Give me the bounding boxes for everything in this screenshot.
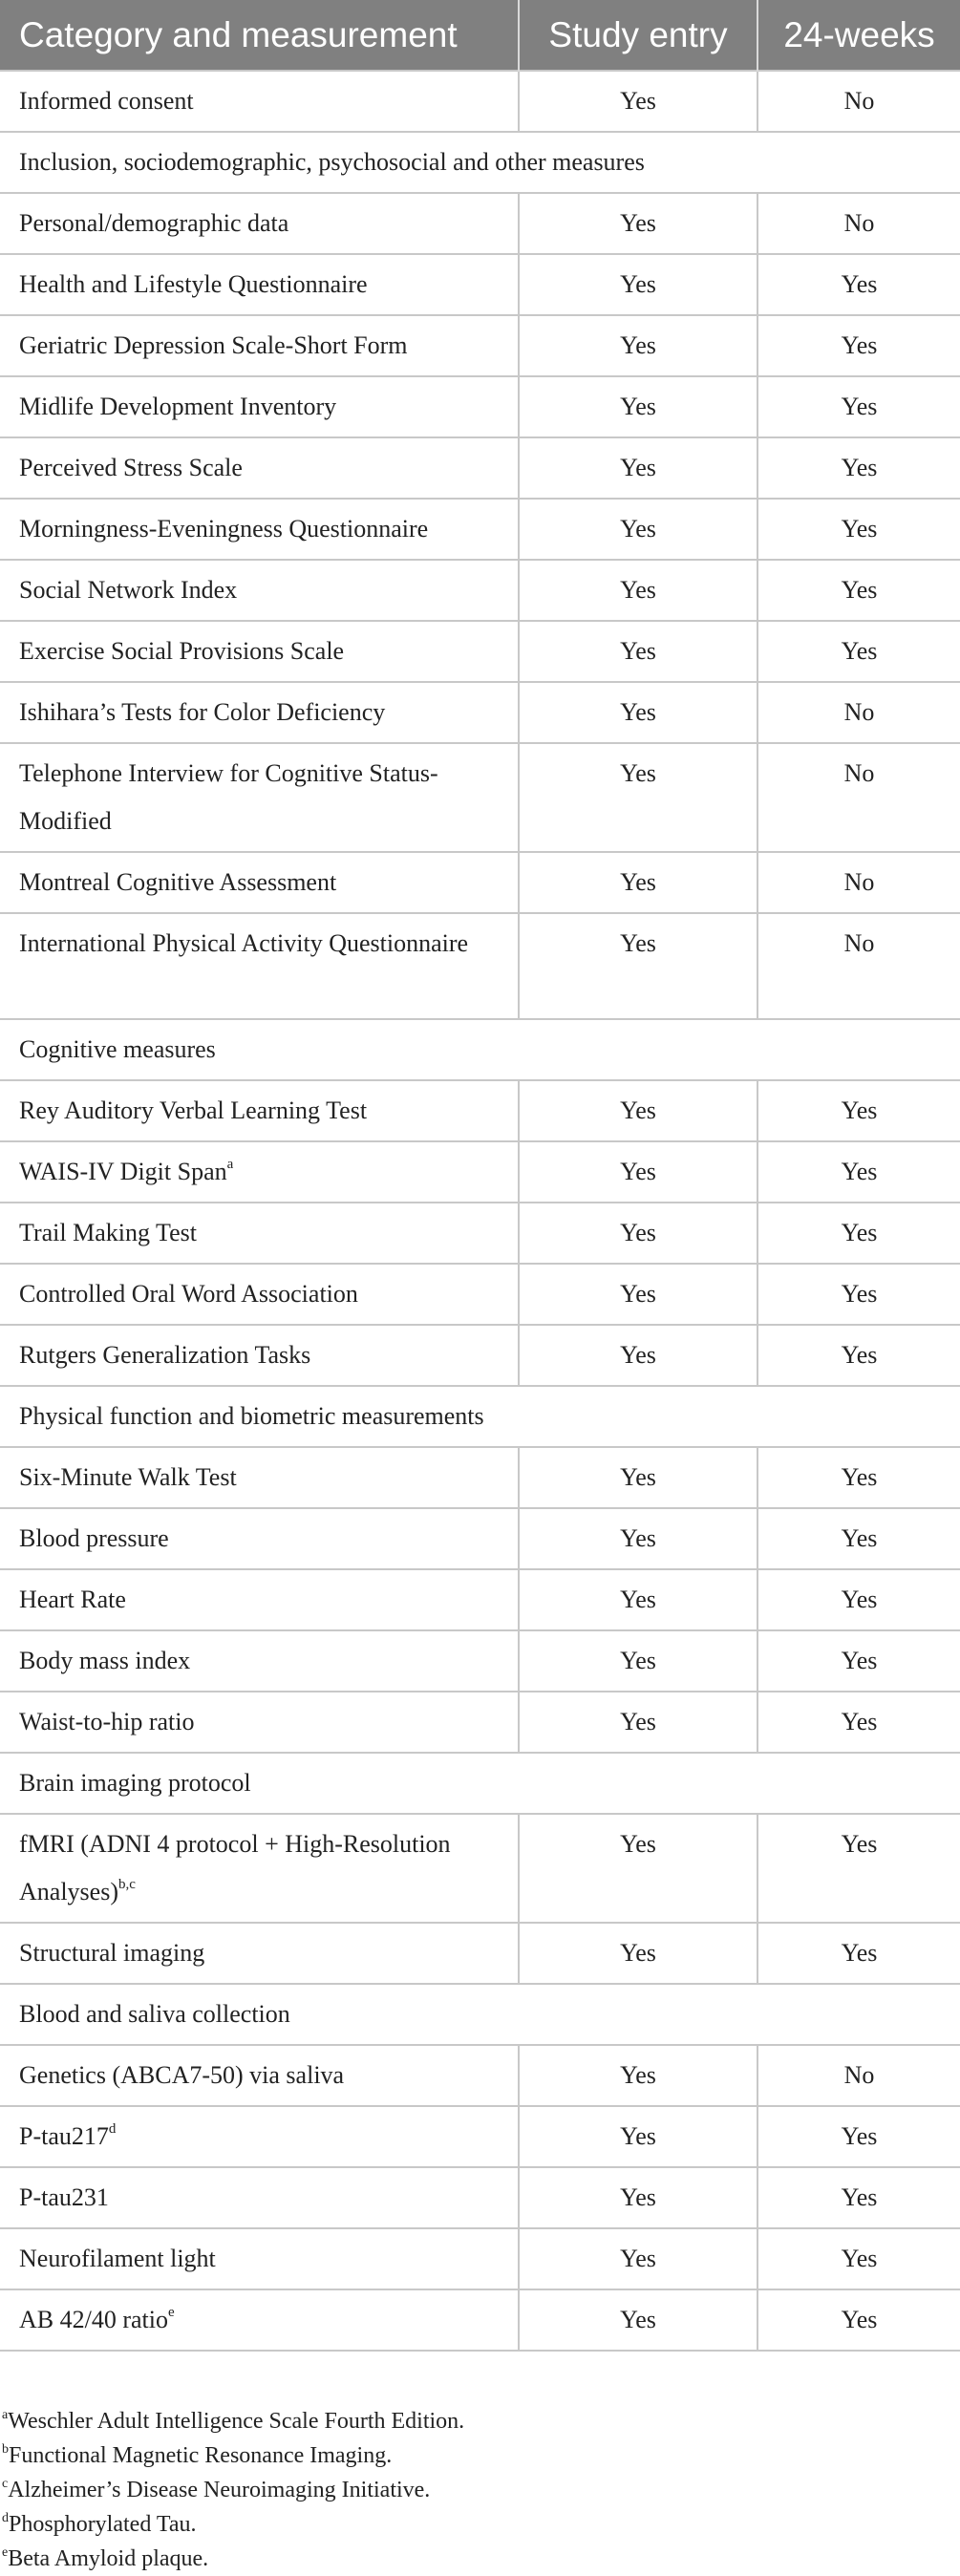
category-label: Cognitive measures — [0, 1019, 960, 1080]
measurement-label: International Physical Activity Questionnaire — [19, 929, 469, 957]
footnote-mark: a — [2, 2408, 9, 2422]
footnote-text: Phosphorylated Tau. — [9, 2512, 197, 2537]
measurement-label: Midlife Development Inventory — [19, 393, 337, 420]
measurement-label: Genetics (ABCA7-50) via saliva — [19, 2061, 345, 2089]
header-row — [0, 0, 960, 71]
study-entry-value: Yes — [519, 682, 757, 743]
measurement-cell — [0, 1141, 519, 1203]
table-row — [0, 621, 960, 682]
table-row — [0, 2228, 960, 2289]
study-entry-value: Yes — [519, 1141, 757, 1203]
table-row — [0, 315, 960, 376]
week24-value: Yes — [757, 1447, 960, 1508]
table-row — [0, 437, 960, 499]
table-row — [0, 913, 960, 1019]
table-row — [0, 1508, 960, 1569]
study-entry-value: Yes — [519, 2289, 757, 2351]
measurement-cell — [0, 254, 519, 315]
week24-value: Yes — [757, 254, 960, 315]
measurement-label: Neurofilament light — [19, 2245, 216, 2272]
week24-value: Yes — [757, 2228, 960, 2289]
footnote-mark: d — [2, 2511, 9, 2525]
week24-value: Yes — [757, 499, 960, 560]
table-row — [0, 1692, 960, 1753]
measurement-cell — [0, 1569, 519, 1630]
table-row — [0, 852, 960, 913]
study-entry-value: Yes — [519, 913, 757, 1019]
study-entry-value: Yes — [519, 2228, 757, 2289]
measurement-cell — [0, 499, 519, 560]
table-row — [0, 1630, 960, 1692]
table-row — [0, 560, 960, 621]
study-entry-value: Yes — [519, 621, 757, 682]
study-entry-value: Yes — [519, 1264, 757, 1325]
table-row — [0, 682, 960, 743]
measurement-label: WAIS-IV Digit Span — [19, 1158, 227, 1185]
study-entry-value: Yes — [519, 1447, 757, 1508]
footnote-mark: b — [2, 2442, 9, 2457]
week24-value: Yes — [757, 1923, 960, 1984]
measurement-label: fMRI (ADNI 4 protocol + High-Resolution Analyses) — [19, 1830, 451, 1905]
category-row — [0, 132, 960, 193]
footnote — [2, 2404, 960, 2438]
footnote — [2, 2542, 960, 2576]
week24-value: Yes — [757, 2106, 960, 2167]
measurement-cell — [0, 1692, 519, 1753]
study-entry-value: Yes — [519, 560, 757, 621]
footnote-text: Alzheimer’s Disease Neuroimaging Initiative. — [8, 2478, 431, 2502]
week24-value: Yes — [757, 1203, 960, 1264]
measurement-label: Structural imaging — [19, 1939, 205, 1967]
footnote-marker: a — [226, 1157, 234, 1172]
week24-value: Yes — [757, 1569, 960, 1630]
measurement-cell — [0, 1508, 519, 1569]
measurement-label: Exercise Social Provisions Scale — [19, 637, 345, 665]
table-row — [0, 2289, 960, 2351]
study-entry-value: Yes — [519, 71, 757, 132]
measurement-cell — [0, 71, 519, 132]
measurement-label: AB 42/40 ratio — [19, 2306, 168, 2333]
measurement-label: Geriatric Depression Scale-Short Form — [19, 331, 408, 359]
week24-value: No — [757, 913, 960, 1019]
week24-value: Yes — [757, 1080, 960, 1141]
table-row — [0, 743, 960, 852]
measurement-cell — [0, 315, 519, 376]
study-entry-value: Yes — [519, 1080, 757, 1141]
measurement-label: Six-Minute Walk Test — [19, 1463, 237, 1491]
measurement-cell — [0, 1264, 519, 1325]
week24-value: Yes — [757, 1692, 960, 1753]
measurement-label: Social Network Index — [19, 576, 238, 604]
study-entry-value: Yes — [519, 1569, 757, 1630]
measurement-label: Telephone Interview for Cognitive Status-Modified — [19, 759, 438, 835]
table-row — [0, 1569, 960, 1630]
measurement-cell — [0, 1923, 519, 1984]
measurement-cell — [0, 1447, 519, 1508]
measurement-cell — [0, 913, 519, 1019]
category-label: Physical function and biometric measurements — [0, 1386, 960, 1447]
week24-value: No — [757, 193, 960, 254]
footnote-marker: b,c — [117, 1877, 136, 1892]
category-row — [0, 1984, 960, 2045]
measurement-cell — [0, 2045, 519, 2106]
measurement-cell — [0, 437, 519, 499]
study-entry-value: Yes — [519, 193, 757, 254]
study-entry-value: Yes — [519, 2106, 757, 2167]
table-body — [0, 71, 960, 2351]
table-row — [0, 1814, 960, 1923]
measurement-cell — [0, 2106, 519, 2167]
measurement-cell — [0, 193, 519, 254]
study-entry-value: Yes — [519, 1814, 757, 1923]
study-entry-value: Yes — [519, 2045, 757, 2106]
measurement-label: Heart Rate — [19, 1586, 126, 1613]
study-entry-value: Yes — [519, 376, 757, 437]
measurement-label: Personal/demographic data — [19, 209, 289, 237]
table-row — [0, 2167, 960, 2228]
measurement-cell — [0, 852, 519, 913]
study-entry-value: Yes — [519, 743, 757, 852]
measurement-cell — [0, 376, 519, 437]
measurement-label: Informed consent — [19, 87, 194, 115]
table-row — [0, 1141, 960, 1203]
week24-value: No — [757, 2045, 960, 2106]
study-entry-value: Yes — [519, 1692, 757, 1753]
header-study-entry: Study entry — [519, 0, 757, 71]
measurement-label: Blood pressure — [19, 1524, 169, 1552]
study-entry-value: Yes — [519, 1508, 757, 1569]
table-row — [0, 193, 960, 254]
week24-value: Yes — [757, 1141, 960, 1203]
measurement-cell — [0, 621, 519, 682]
measurement-cell — [0, 2228, 519, 2289]
week24-value: Yes — [757, 2167, 960, 2228]
study-entry-value: Yes — [519, 315, 757, 376]
measurement-label: Controlled Oral Word Association — [19, 1280, 358, 1308]
table-row — [0, 2106, 960, 2167]
measurement-label: Ishihara’s Tests for Color Deficiency — [19, 698, 386, 726]
study-entry-value: Yes — [519, 1630, 757, 1692]
category-row — [0, 1753, 960, 1814]
week24-value: Yes — [757, 315, 960, 376]
table-row — [0, 376, 960, 437]
measurement-label: Health and Lifestyle Questionnaire — [19, 270, 368, 298]
measurement-label: Waist-to-hip ratio — [19, 1708, 195, 1735]
week24-value: No — [757, 71, 960, 132]
measurement-label: Rey Auditory Verbal Learning Test — [19, 1096, 368, 1124]
study-entry-value: Yes — [519, 254, 757, 315]
week24-value: Yes — [757, 1630, 960, 1692]
week24-value: Yes — [757, 1508, 960, 1569]
measurement-cell — [0, 2167, 519, 2228]
footnotes — [0, 2404, 960, 2576]
table-row — [0, 1447, 960, 1508]
study-entry-value: Yes — [519, 2167, 757, 2228]
week24-value: Yes — [757, 1264, 960, 1325]
footnote-marker: d — [108, 2121, 117, 2137]
category-row — [0, 1386, 960, 1447]
measurement-label: Body mass index — [19, 1647, 191, 1674]
measurement-label: Perceived Stress Scale — [19, 454, 243, 481]
study-entry-value: Yes — [519, 437, 757, 499]
header-24-weeks: 24-weeks — [757, 0, 960, 71]
week24-value: Yes — [757, 1814, 960, 1923]
table-row — [0, 1264, 960, 1325]
week24-value: Yes — [757, 376, 960, 437]
footnote — [2, 2438, 960, 2473]
measurement-cell — [0, 743, 519, 852]
measurement-label: Montreal Cognitive Assessment — [19, 868, 337, 896]
footnote-text: Beta Amyloid plaque. — [8, 2546, 209, 2571]
measurement-label: Morningness-Eveningness Questionnaire — [19, 515, 429, 543]
header-category: Category and measurement — [0, 0, 519, 71]
table-row — [0, 2045, 960, 2106]
footnote-text: Weschler Adult Intelligence Scale Fourth Edition. — [8, 2409, 465, 2434]
measurement-cell — [0, 1203, 519, 1264]
week24-value: Yes — [757, 560, 960, 621]
study-entry-value: Yes — [519, 852, 757, 913]
week24-value: No — [757, 682, 960, 743]
footnote — [2, 2507, 960, 2542]
measurement-label: Rutgers Generalization Tasks — [19, 1341, 311, 1369]
category-label: Brain imaging protocol — [0, 1753, 960, 1814]
measurement-cell — [0, 1080, 519, 1141]
category-label: Inclusion, sociodemographic, psychosocial and other measures — [0, 132, 960, 193]
footnote-text: Functional Magnetic Resonance Imaging. — [9, 2443, 393, 2468]
measurement-cell — [0, 1814, 519, 1923]
week24-value: Yes — [757, 1325, 960, 1386]
footnote-mark: c — [2, 2477, 9, 2491]
measurement-cell — [0, 560, 519, 621]
measurement-cell — [0, 1630, 519, 1692]
week24-value: Yes — [757, 437, 960, 499]
footnote — [2, 2473, 960, 2507]
table-row — [0, 1203, 960, 1264]
footnote-mark: e — [2, 2545, 9, 2560]
table-row — [0, 71, 960, 132]
footnote-marker: e — [168, 2305, 175, 2320]
category-label: Blood and saliva collection — [0, 1984, 960, 2045]
measurement-label: Trail Making Test — [19, 1219, 197, 1246]
measurement-label: P-tau217 — [19, 2122, 109, 2150]
measurement-cell — [0, 2289, 519, 2351]
study-entry-value: Yes — [519, 1325, 757, 1386]
measurement-cell — [0, 682, 519, 743]
table-row — [0, 1080, 960, 1141]
table-row — [0, 1325, 960, 1386]
week24-value: Yes — [757, 2289, 960, 2351]
table-row — [0, 499, 960, 560]
study-entry-value: Yes — [519, 1923, 757, 1984]
table-header — [0, 0, 960, 71]
study-entry-value: Yes — [519, 499, 757, 560]
study-entry-value: Yes — [519, 1203, 757, 1264]
measurement-label: P-tau231 — [19, 2183, 109, 2211]
week24-value: Yes — [757, 621, 960, 682]
week24-value: No — [757, 743, 960, 852]
table-row — [0, 254, 960, 315]
week24-value: No — [757, 852, 960, 913]
measurement-cell — [0, 1325, 519, 1386]
category-row — [0, 1019, 960, 1080]
table-row — [0, 1923, 960, 1984]
